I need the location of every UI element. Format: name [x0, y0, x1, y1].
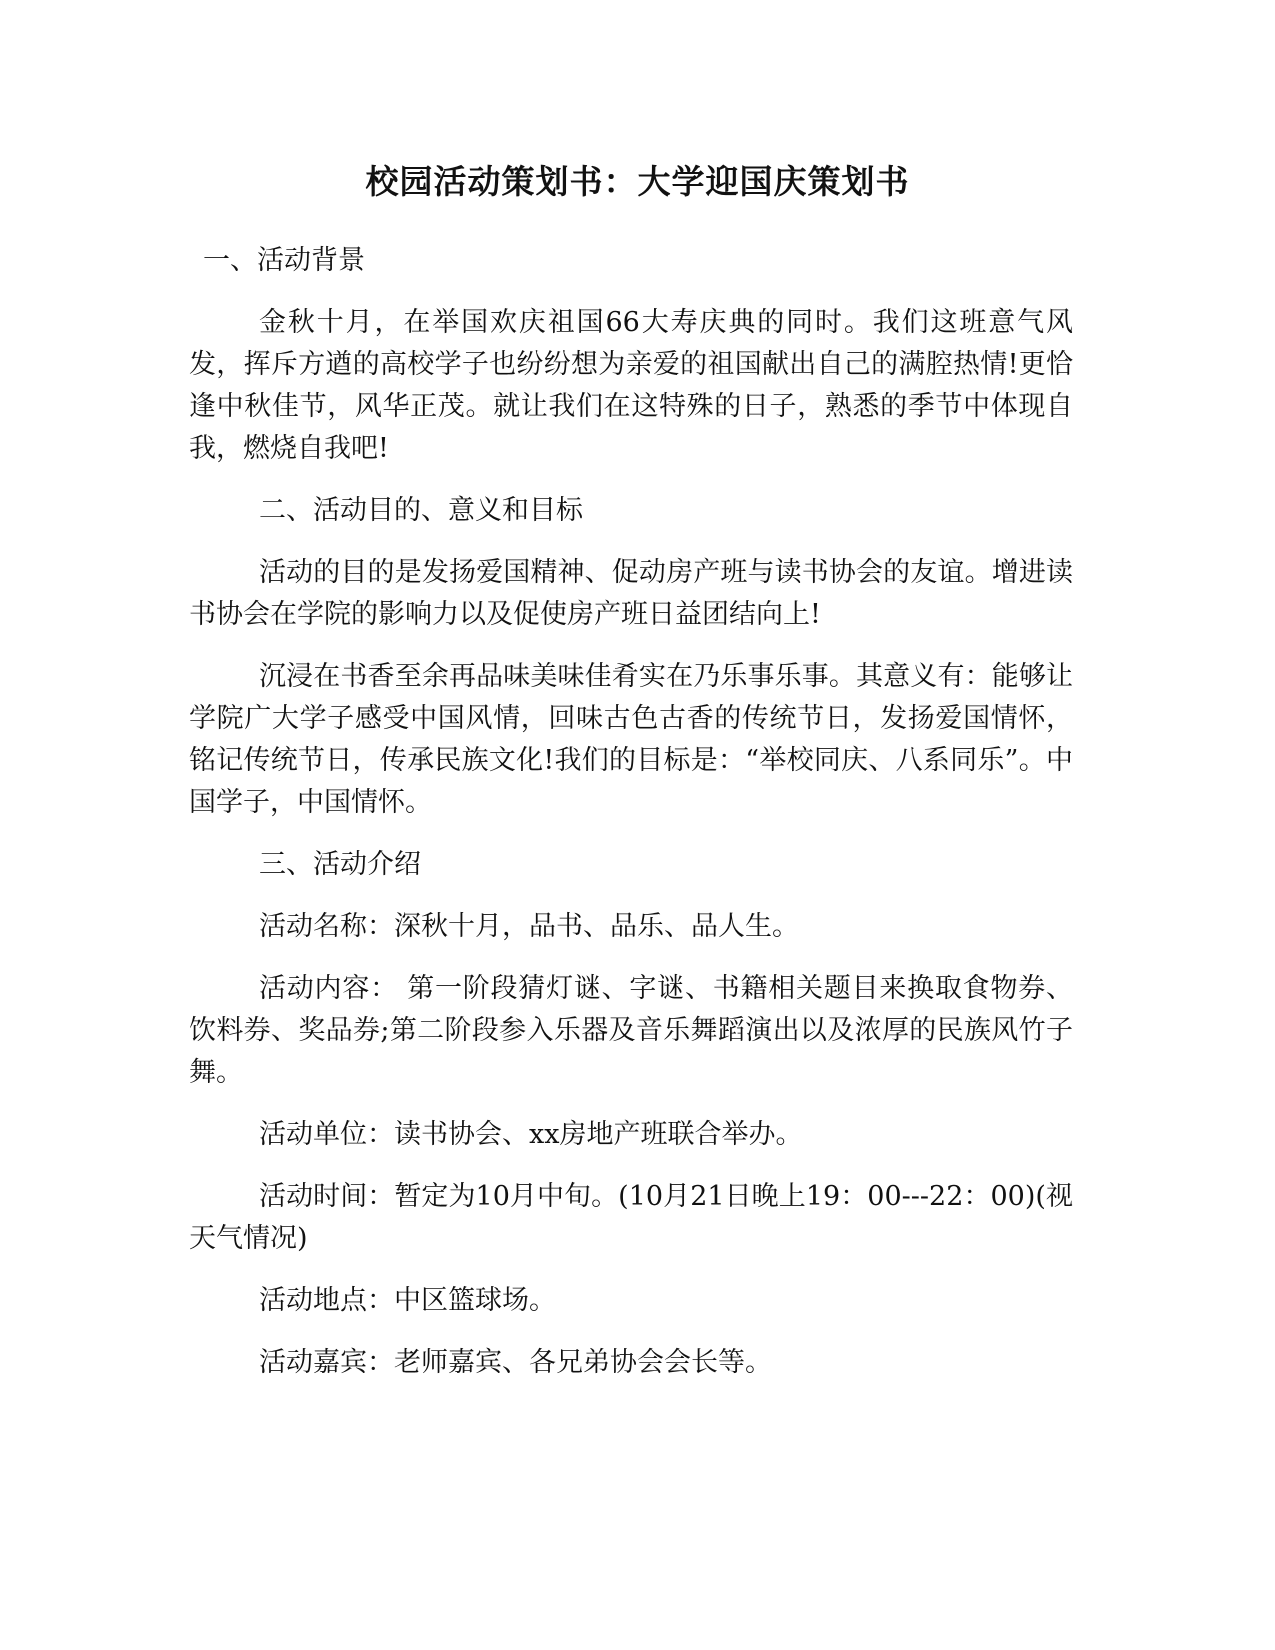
activity-name: 活动名称：深秋十月，品书、品乐、品人生。 — [259, 911, 799, 942]
paragraph-purpose: 活动的目的是发扬爱国精神、促动房产班与读书协会的友谊。增进读书协会在学院的影响力以及促使房产班日益团结向上! — [189, 557, 1073, 630]
activity-organizer: 活动单位：读书协会、xx房地产班联合举办。 — [259, 1119, 803, 1150]
section-heading-introduction: 三、活动介绍 — [259, 849, 421, 880]
activity-guests: 活动嘉宾：老师嘉宾、各兄弟协会会长等。 — [259, 1347, 772, 1378]
section-heading-purpose: 二、活动目的、意义和目标 — [259, 495, 583, 526]
document-title: 校园活动策划书：大学迎国庆策划书 — [365, 162, 910, 201]
activity-time: 活动时间：暂定为10月中旬。(10月21日晚上19：00---22：00)(视天气情况) — [189, 1181, 1073, 1254]
paragraph-significance: 沉浸在书香至余再品味美味佳肴实在乃乐事乐事。其意义有：能够让学院广大学子感受中国风情，回味古色古香的传统节日，发扬爱国情怀，铭记传统节日，传承民族文化!我们的目标是：“举校同庆、八系同乐”。中国学子，中国情怀。 — [189, 661, 1073, 818]
section-heading-background: 一、活动背景 — [203, 245, 365, 276]
paragraph-background: 金秋十月，在举国欢庆祖国66大寿庆典的同时。我们这班意气风发，挥斥方遒的高校学子也纷纷想为亲爱的祖国献出自己的满腔热情!更恰逢中秋佳节，风华正茂。就让我们在这特殊的日子，熟悉的季节中体现自我，燃烧自我吧! — [189, 307, 1073, 464]
activity-location: 活动地点：中区篮球场。 — [259, 1285, 556, 1316]
document-body — [189, 240, 1073, 1404]
activity-content: 活动内容： 第一阶段猜灯谜、字谜、书籍相关题目来换取食物券、饮料券、奖品券;第二阶段参入乐器及音乐舞蹈演出以及浓厚的民族风竹子舞。 — [189, 973, 1073, 1088]
